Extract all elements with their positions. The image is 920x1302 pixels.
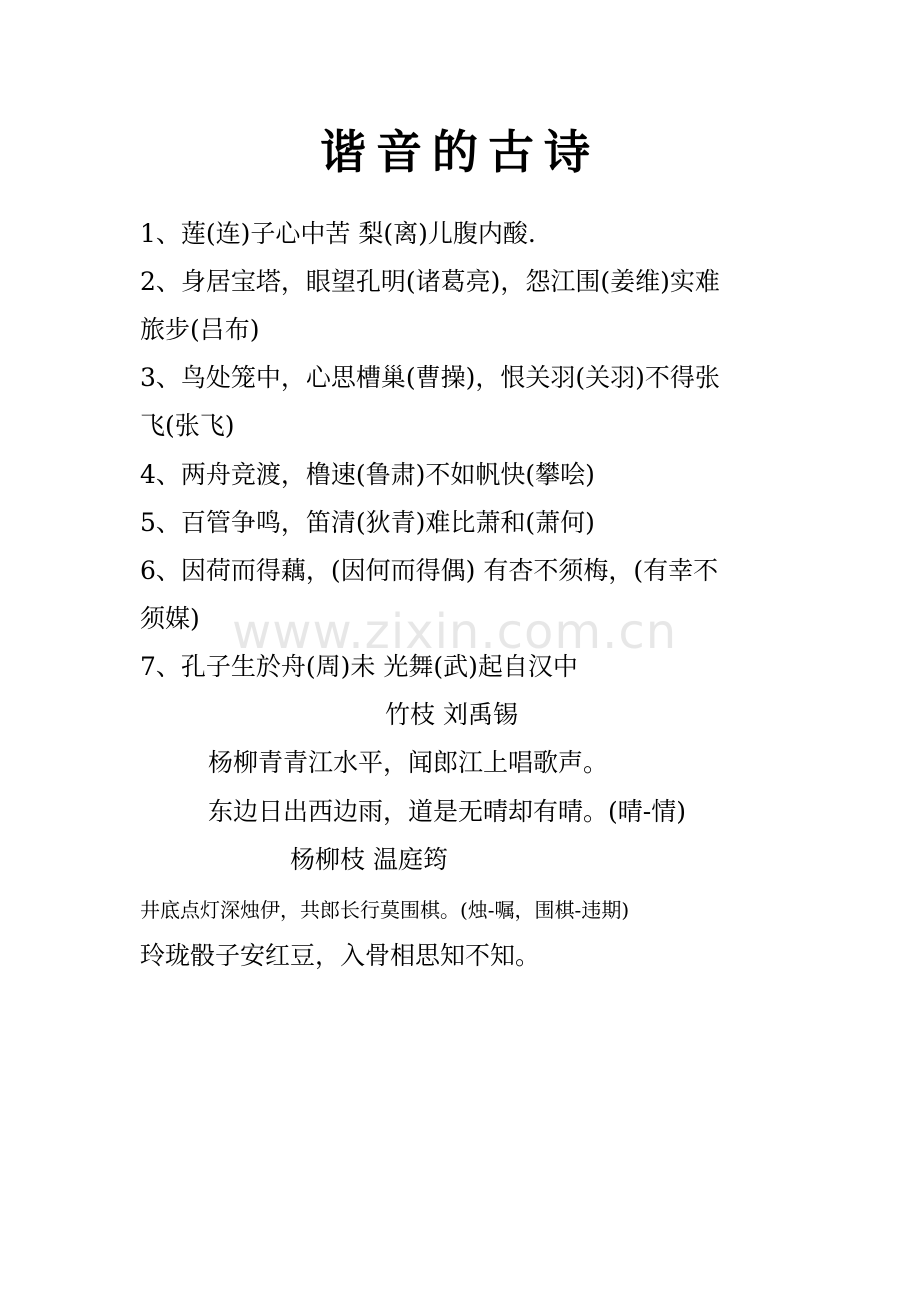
- list-item-2: 2、身居宝塔，眼望孔明(诸葛亮)，怨江围(姜维)实难: [140, 267, 720, 296]
- list-item-5: 5、百管争鸣，笛清(狄青)难比萧和(萧何): [140, 508, 595, 537]
- poem2-line1: 井底点灯深烛伊，共郎长行莫围棋。(烛-嘱，围棋-违期): [140, 898, 630, 922]
- list-item-1: 1、莲(连)子心中苦 梨(离)儿腹内酸.: [140, 219, 536, 248]
- list-item-2-continued: 旅步(吕布): [140, 315, 260, 344]
- list-item-3: 3、鸟处笼中，心思槽巢(曹操)，恨关羽(关羽)不得张: [140, 363, 720, 392]
- poem2-heading: 杨柳枝 温庭筠: [290, 845, 448, 874]
- list-item-3-continued: 飞(张飞): [140, 411, 235, 440]
- poem2-line2: 玲珑骰子安红豆，入骨相思知不知。: [140, 941, 541, 970]
- poem1-heading: 竹枝 刘禹锡: [385, 700, 518, 729]
- list-item-6-continued: 须媒): [140, 604, 200, 633]
- poem1-line1: 杨柳青青江水平，闻郎江上唱歌声。: [208, 748, 609, 777]
- list-item-6: 6、因荷而得藕，(因何而得偶) 有杏不须梅，(有幸不: [140, 556, 719, 585]
- page-title: 谐音的古诗: [320, 125, 600, 179]
- list-item-7: 7、孔子生於舟(周)未 光舞(武)起自汉中: [140, 652, 578, 681]
- watermark: www.zixin.com.cn: [232, 604, 678, 660]
- poem1-line2: 东边日出西边雨，道是无晴却有晴。(晴-情): [208, 797, 686, 826]
- list-item-4: 4、两舟竞渡，橹速(鲁肃)不如帆快(攀哙): [140, 460, 595, 489]
